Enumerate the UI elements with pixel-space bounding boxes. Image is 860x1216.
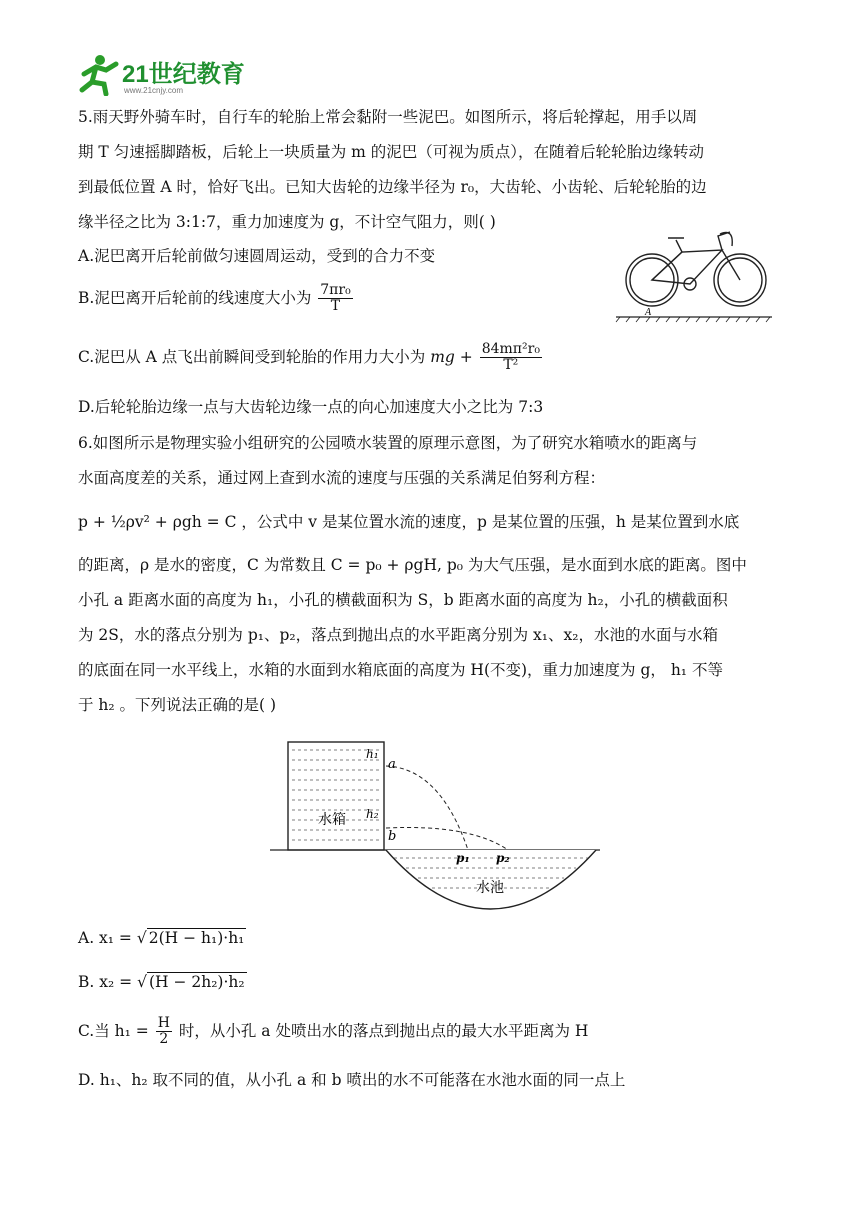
numerator: H — [157, 1015, 170, 1031]
h2-label: h₂ — [366, 807, 379, 821]
q5-option-d: D.后轮轮胎边缘一点与大齿轮边缘一点的向心加速度大小之比为 7:3 — [78, 398, 544, 416]
q6-option-c-text: C.当 h₁ = — [78, 1021, 149, 1040]
water-tank-figure — [270, 738, 600, 910]
site-logo — [76, 52, 266, 96]
hole-a-label: a — [388, 757, 396, 772]
jet-b-trajectory — [386, 827, 508, 850]
q6-line: 水面高度差的关系，通过网上查到水流的速度与压强的关系满足伯努利方程： — [78, 469, 606, 487]
q6-line: p + ½ρv² + ρgh = C ，公式中 v 是某位置水流的速度，p 是某位置的压强，h 是某位置到水底 — [78, 513, 740, 531]
q6-option-b-text: B. x₂ = — [78, 973, 133, 991]
p2-label: p₂ — [496, 851, 510, 865]
jet-a-trajectory — [386, 766, 468, 850]
fraction — [156, 1016, 172, 1048]
q5-line: 5.雨天野外骑车时，自行车的轮胎上常会黏附一些泥巴。如图所示，将后轮撑起，用手以周 — [78, 108, 698, 126]
square-root: (H − 2h₂)·h₂ — [148, 973, 245, 991]
q6-line: 于 h₂ 。下列说法正确的是( ) — [78, 696, 277, 714]
q5-option-b-text: B.泥巴离开后轮前的线速度大小为 — [78, 288, 312, 307]
numerator: 7πr₀ — [320, 282, 351, 298]
q5-option-c-text: C.泥巴从 A 点飞出前瞬间受到轮胎的作用力大小为 — [78, 347, 426, 366]
q6-line: 的底面在同一水平线上，水箱的水面到水箱底面的高度为 H(不变)，重力加速度为 g， h₁ 不等 — [78, 661, 723, 679]
numerator: 84mπ²r₀ — [481, 341, 540, 357]
q6-option-b: B. x₂ = √ (H − 2h₂)·h₂ — [78, 973, 245, 991]
q6-option-a-text: A. x₁ = — [78, 929, 132, 947]
q5-line: 期 T 匀速摇脚踏板，后轮上一块质量为 m 的泥巴（可视为质点），在随着后轮轮胎边缘转动 — [78, 143, 704, 161]
q5-line: 到最低位置 A 时，恰好飞出。已知大齿轮的边缘半径为 r₀，大齿轮、小齿轮、后轮轮胎的边 — [78, 178, 707, 196]
square-root: 2(H − h₁)·h₁ — [148, 929, 245, 947]
mg-term: mg + — [430, 347, 473, 366]
h1-label: h₁ — [366, 747, 379, 761]
denominator: 2 — [159, 1031, 169, 1048]
tank-label: 水箱 — [318, 812, 346, 828]
logo-text: 21世纪教育 — [122, 61, 245, 88]
fraction — [318, 283, 352, 315]
denominator: T — [330, 298, 341, 315]
q6-option-c — [78, 1016, 588, 1048]
question-6-stem — [78, 426, 800, 723]
q5-line: 缘半径之比为 3:1:7，重力加速度为 g，不计空气阻力，则( ) — [78, 213, 496, 231]
pool-label: 水池 — [476, 880, 504, 896]
q5-option-c — [78, 342, 544, 374]
ground-hatching — [616, 317, 770, 322]
q5-option-b — [78, 283, 355, 315]
bicycle-figure — [612, 218, 782, 326]
logo-subtext: www.21cnjy.com — [124, 86, 183, 95]
q6-option-d: D. h₁、h₂ 取不同的值，从小孔 a 和 b 喷出的水不可能落在水池水面的同一点上 — [78, 1071, 626, 1089]
q6-option-a: A. x₁ = √ 2(H − h₁)·h₁ — [78, 929, 245, 947]
denominator: T² — [503, 357, 519, 374]
fraction — [480, 342, 542, 374]
q6-line: 的距离，ρ 是水的密度，C 为常数且 C = p₀ + ρgH, p₀ 为大气压强，是水面到水底的距离。图中 — [78, 556, 747, 574]
hole-b-label: b — [388, 829, 397, 844]
runner-icon — [82, 55, 116, 94]
point-a-label: A — [645, 307, 652, 318]
q6-line: 6.如图所示是物理实验小组研究的公园喷水装置的原理示意图，为了研究水箱喷水的距离与 — [78, 434, 698, 452]
q5-option-a: A.泥巴离开后轮前做匀速圆周运动，受到的合力不变 — [78, 247, 436, 265]
q6-line: 为 2S，水的落点分别为 p₁、p₂，落点到抛出点的水平距离分别为 x₁、x₂，水池的水面与水箱 — [78, 626, 718, 644]
q6-option-c-suffix: 时，从小孔 a 处喷出水的落点到抛出点的最大水平距离为 H — [178, 1021, 589, 1040]
p1-label: p₁ — [456, 851, 470, 865]
q6-line: 小孔 a 距离水面的高度为 h₁，小孔的横截面积为 S，b 距离水面的高度为 h₂，小孔的横截面积 — [78, 591, 728, 609]
